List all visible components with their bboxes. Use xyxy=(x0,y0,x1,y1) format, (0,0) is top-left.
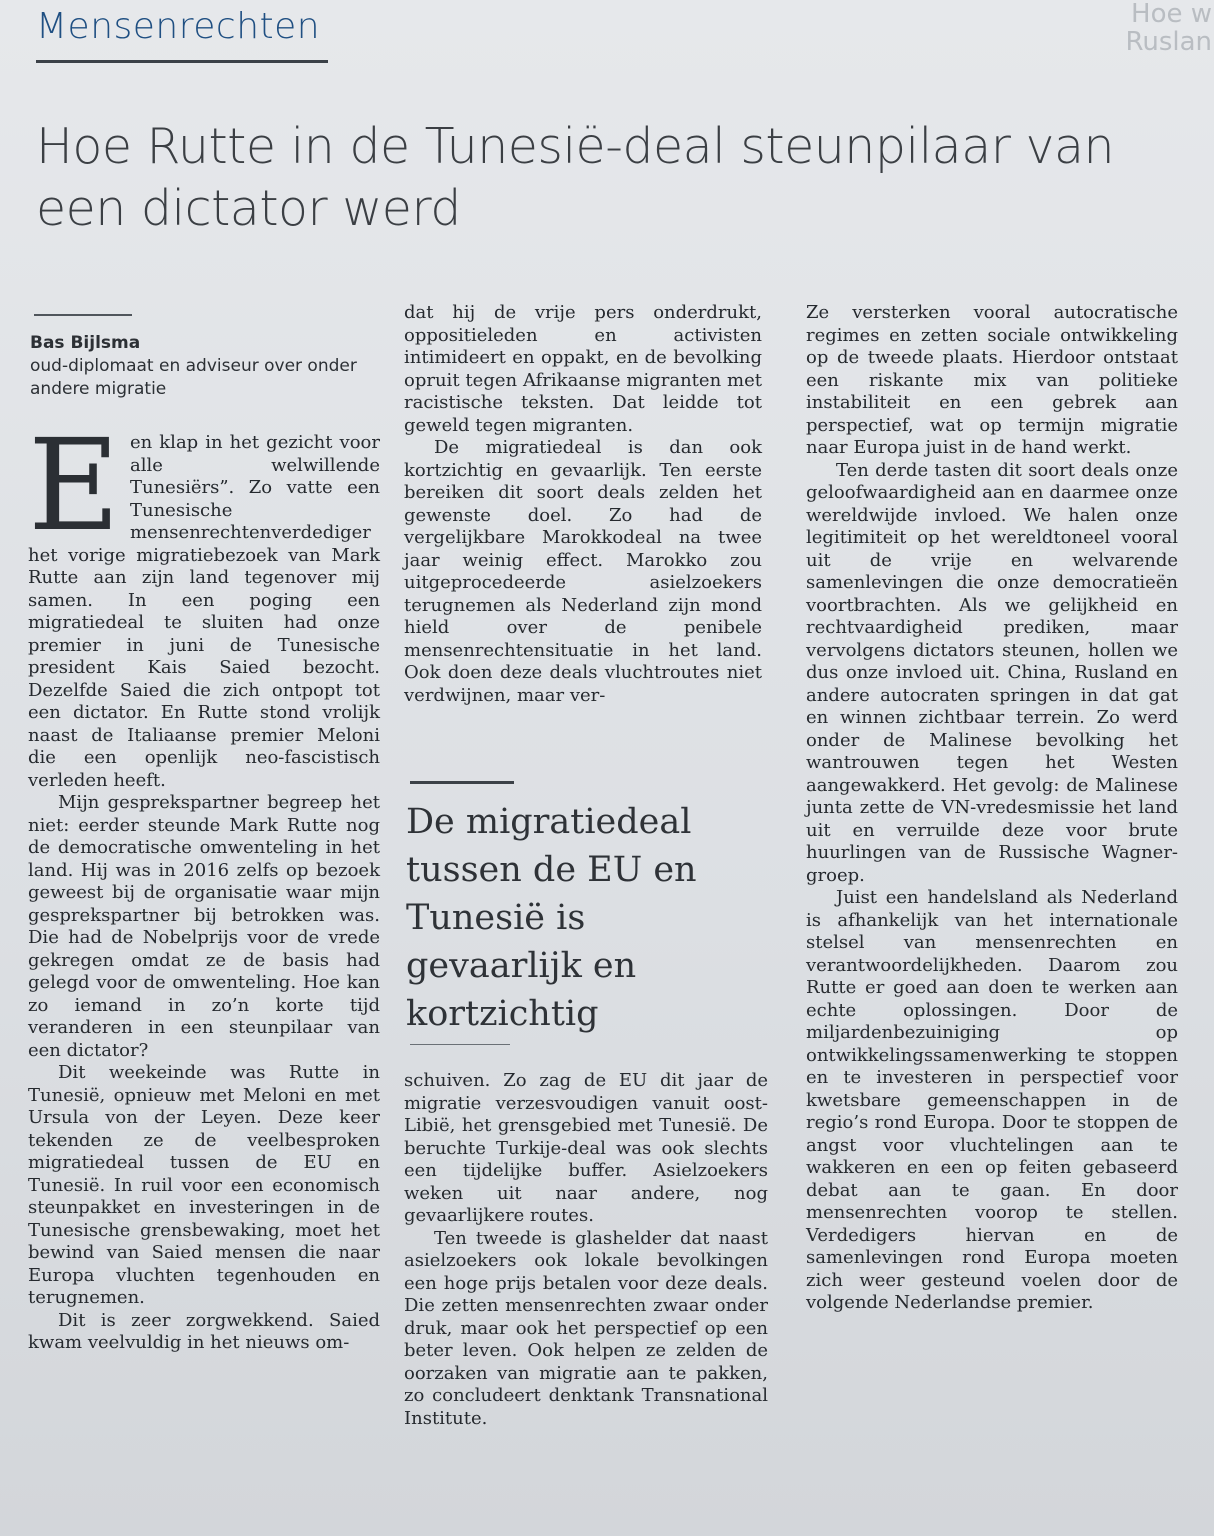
section-underline xyxy=(36,60,328,63)
article-headline: Hoe Rutte in de Tunesië-deal steunpilaar van een dictator werd xyxy=(36,118,1115,237)
paragraph-4: Dit is zeer zorgwekkend. Saied kwam veelvuldig in het nieuws om- xyxy=(28,1309,380,1353)
paragraph-8: Ten tweede is glashelder dat naast asielzoekers ook lokale bevolkingen een hoge prijs betalen voor deze deals. Die zetten mensenrechten zwaar onder druk, maar ook het perspectief op een beter leven. Ook helpen ze zelden de oorzaken van migratie aan te pakken, zo concludeert denktank Transnational Institute. xyxy=(404,1227,768,1429)
paragraph-6: De migratiedeal is dan ook kortzichtig en gevaarlijk. Ten eerste bereiken dit soort deals zelden het gewenste doel. Zo had de vergelijkbare Marokkodeal na twee jaar weinig effect. Marokko zou uitgeprocedeerde asielzoekers terugnemen als Nederland zijn mond hield over de penibele mensenrechtensituatie in het land. Ook doen deze deals vluchtroutes niet verdwijnen, maar ver- xyxy=(404,437,762,706)
section-label: Mensenrechten xyxy=(36,6,321,47)
byline-rule xyxy=(34,314,132,316)
column-2-bottom xyxy=(404,1070,768,1430)
author-description: oud-diplomaat en adviseur over onder andere migratie xyxy=(30,356,357,399)
paragraph-11: Juist een handelsland als Nederland is afhankelijk van het internationale stelsel van mensenrechten en verantwoordelijkheden. Daarom zou Rutte er goed aan doen te werken aan echte oplossingen. Door de miljardenbezuiniging op ontwikkelingssamenwerking te stoppen en te investeren in perspectief voor kwetsbare gemeenschappen in de regio’s rond Europa. Door te stoppen de angst voor vluchtelingen aan te wakkeren en een op feiten gebaseerd debat aan te gaan. En door mensenrechten voorop te stellen. Verdedigers hiervan en de samenlevingen rond Europa moeten zich weer gesteund voelen door de volgende Nederlandse premier. xyxy=(806,887,1178,1313)
column-3 xyxy=(806,302,1178,1315)
paragraph-5: dat hij de vrije pers onderdrukt, oppositieleden en activisten intimideert en oppakt, en de bevolking opruit tegen Afrikaanse migranten met racistische teksten. Dat leidde tot geweld tegen migranten. xyxy=(404,302,762,436)
paragraph-9: Ze versterken vooral autocratische regimes en zetten sociale ontwikkeling op de tweede plaats. Hierdoor ontstaat een riskante mix van politieke instabiliteit en een gebrek aan perspectief, wat op termijn migratie naar Europa juist in de hand werkt. xyxy=(806,302,1178,458)
paragraph-1-text: en klap in het gezicht voor alle welwillende Tunesiërs”. Zo vatte een Tunesische mensenrechtenverdediger het vorige migratiebezoek van Mark Rutte aan zijn land tegenover mij samen. In een poging een migratiedeal te sluiten had onze premier in juni de Tunesische president Kais Saied bezocht. Dezelfde Saied die zich ontpopt tot een dictator. En Rutte stond vrolijk naast de Italiaanse premier Meloni die een openlijk neo-fascistisch verleden heeft. xyxy=(28,432,380,791)
adjacent-page-bleed xyxy=(1122,0,1214,60)
drop-cap: E xyxy=(28,412,120,559)
pullquote-rule-top xyxy=(410,781,514,784)
paragraph-10: Ten derde tasten dit soort deals onze geloofwaardigheid aan en daarmee onze wereldwijde invloed. We halen onze legitimiteit op het wereldtoneel vooral uit de vrije en welvarende samenlevingen die onze democratieën voortbrachten. Als we gelijkheid en rechtvaardigheid prediken, maar vervolgens dictators steunen, hollen we dus onze invloed uit. China, Rusland en andere autocraten springen in dat gat en winnen zichtbaar terrein. Zo werd onder de Malinese bevolking het wantrouwen tegen het Westen aangewakkerd. Het gevolg: de Malinese junta zette de VN-vredesmissie het land uit en verruilde deze voor brute huurlingen van de Russische Wagner-groep. xyxy=(806,459,1178,886)
byline xyxy=(30,332,400,401)
paragraph-7: schuiven. Zo zag de EU dit jaar de migratie verzesvoudigen vanuit oost-Libië, het grensgebied met Tunesië. De beruchte Turkije-deal was ook slechts een tijdelijke buffer. Asielzoekers weken uit naar andere, nog gevaarlijkere routes. xyxy=(404,1070,768,1226)
column-2-top xyxy=(404,302,762,707)
paragraph-2: Mijn gesprekspartner begreep het niet: eerder steunde Mark Rutte nog de democratische omwenteling in het land. Hij was in 2016 zelfs op bezoek geweest bij de organisatie waar mijn gesprekspartner bij betrokken was. Die had de Nobelprijs voor de vrede gekregen omdat ze de basis had gelegd voor de omwenteling. Hoe kan zo iemand in zo’n korte tijd veranderen in een steunpilaar van een dictator? xyxy=(28,792,380,1061)
pullquote: De migratiedeal tussen de EU en Tunesië is gevaarlijk en kortzichtig xyxy=(406,802,697,1034)
column-1 xyxy=(28,412,380,1355)
pullquote-rule-bottom xyxy=(410,1044,510,1045)
bleed-line-1: Hoe w xyxy=(1131,0,1212,29)
bleed-line-2: Ruslan xyxy=(1125,27,1212,57)
paragraph-1 xyxy=(28,412,380,792)
author-name: Bas Bijlsma xyxy=(30,333,141,353)
paragraph-3: Dit weekeinde was Rutte in Tunesië, opnieuw met Meloni en met Ursula von der Leyen. Deze keer tekenden ze de veelbesproken migratiedeal tussen de EU en Tunesië. In ruil voor een economisch steunpakket en investeringen in de Tunesische grensbewaking, moet het bewind van Saied mensen die naar Europa vluchten tegenhouden en terugnemen. xyxy=(28,1062,380,1308)
